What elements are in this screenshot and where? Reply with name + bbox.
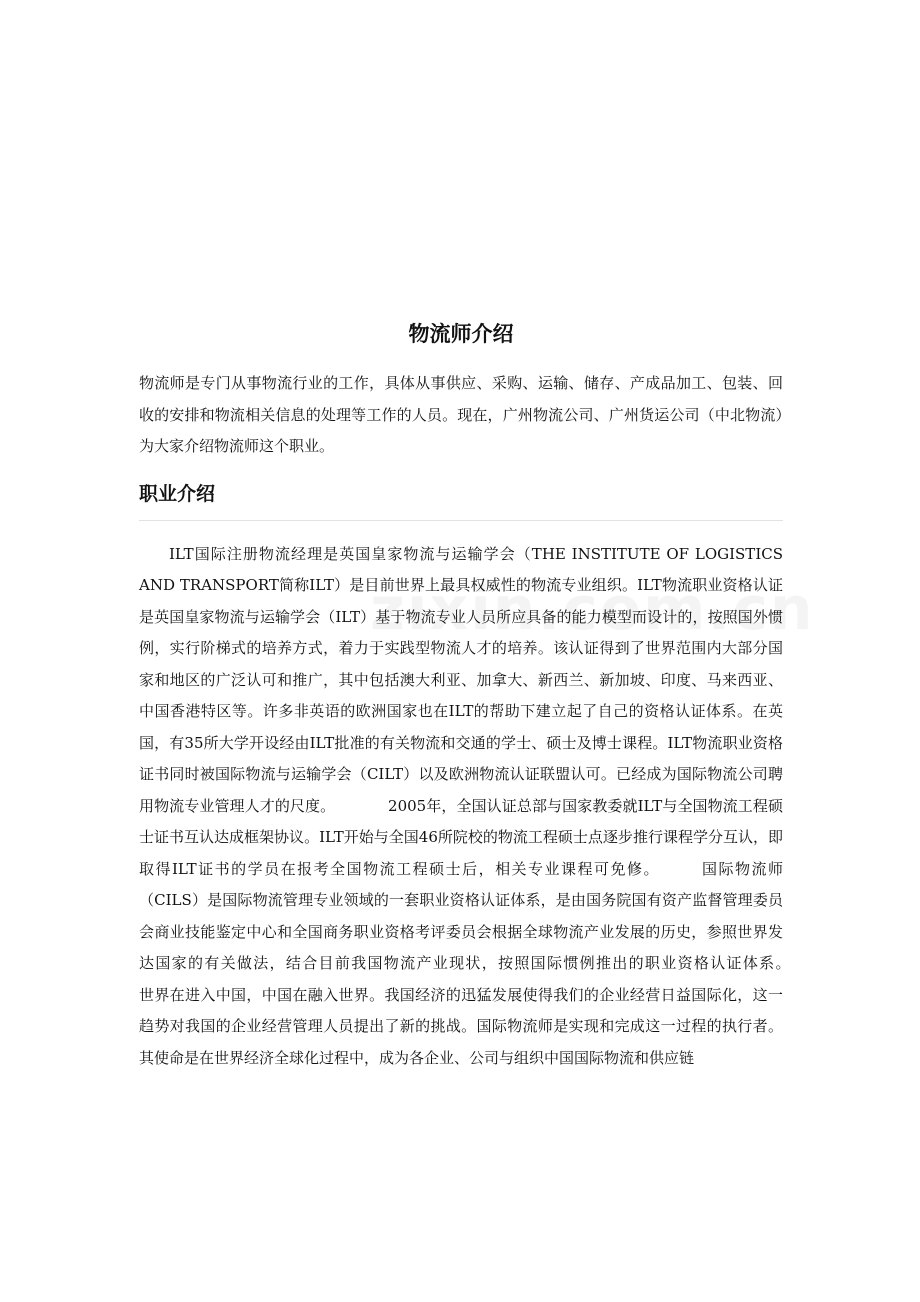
body-paragraph: ILT国际注册物流经理是英国皇家物流与运输学会（THE INSTITUTE OF LOGISTICS AND TRANSPORT简称ILT）是目前世界上最具权威性的物流专业组织。ILT物流职业资格认证是英国皇家物流与运输学会（ILT）基于物流专业人员所应具备的能力模型而设计的，按照国外惯例，实行阶梯式的培养方式，着力于实践型物流人才的培养。该认证得到了世界范围内大部分国家和地区的广泛认可和推广，其中包括澳大利亚、加拿大、新西兰、新加坡、印度、马来西亚、中国香港特区等。许多非英语的欧洲国家也在ILT的帮助下建立起了自己的资格认证体系。在英国，有35所大学开设经由ILT批准的有关物流和交通的学士、硕士及博士课程。ILT物流职业资格证书同时被国际物流与运输学会（CILT）以及欧洲物流认证联盟认可。已经成为国际物流公司聘用物流专业管理人才的尺度。 2005年，全国认证总部与国家教委就ILT与全国物流工程硕士证书互认达成框架协议。ILT开始与全国46所院校的物流工程硕士点逐步推行课程学分互认，即取得ILT证书的学员在报考全国物流工程硕士后，相关专业课程可免修。 国际物流师（CILS）是国际物流管理专业领域的一套职业资格认证体系，是由国务院国有资产监督管理委员会商业技能鉴定中心和全国商务职业资格考评委员会根据全球物流产业发展的历史，参照世界发达国家的有关做法，结合目前我国物流产业现状，按照国际惯例推出的职业资格认证体系。 世界在进入中国，中国在融入世界。我国经济的迅猛发展使得我们的企业经营日益国际化，这一趋势对我国的企业经营管理人员提出了新的挑战。国际物流师是实现和完成这一过程的执行者。其使命是在世界经济全球化过程中，成为各企业、公司与组织中国国际物流和供应链 bbox=[139, 544, 844, 1067]
document-content bbox=[139, 316, 844, 1074]
document-title: 物流师介绍 bbox=[408, 322, 514, 346]
intro-paragraph: 物流师是专门从事物流行业的工作，具体从事供应、采购、运输、储存、产成品加工、包装、回收的安排和物流相关信息的处理等工作的人员。现在，广州物流公司、广州货运公司（中北物流）为大家介绍物流师这个职业。 bbox=[139, 374, 783, 455]
section-heading: 职业介绍 bbox=[139, 477, 783, 521]
